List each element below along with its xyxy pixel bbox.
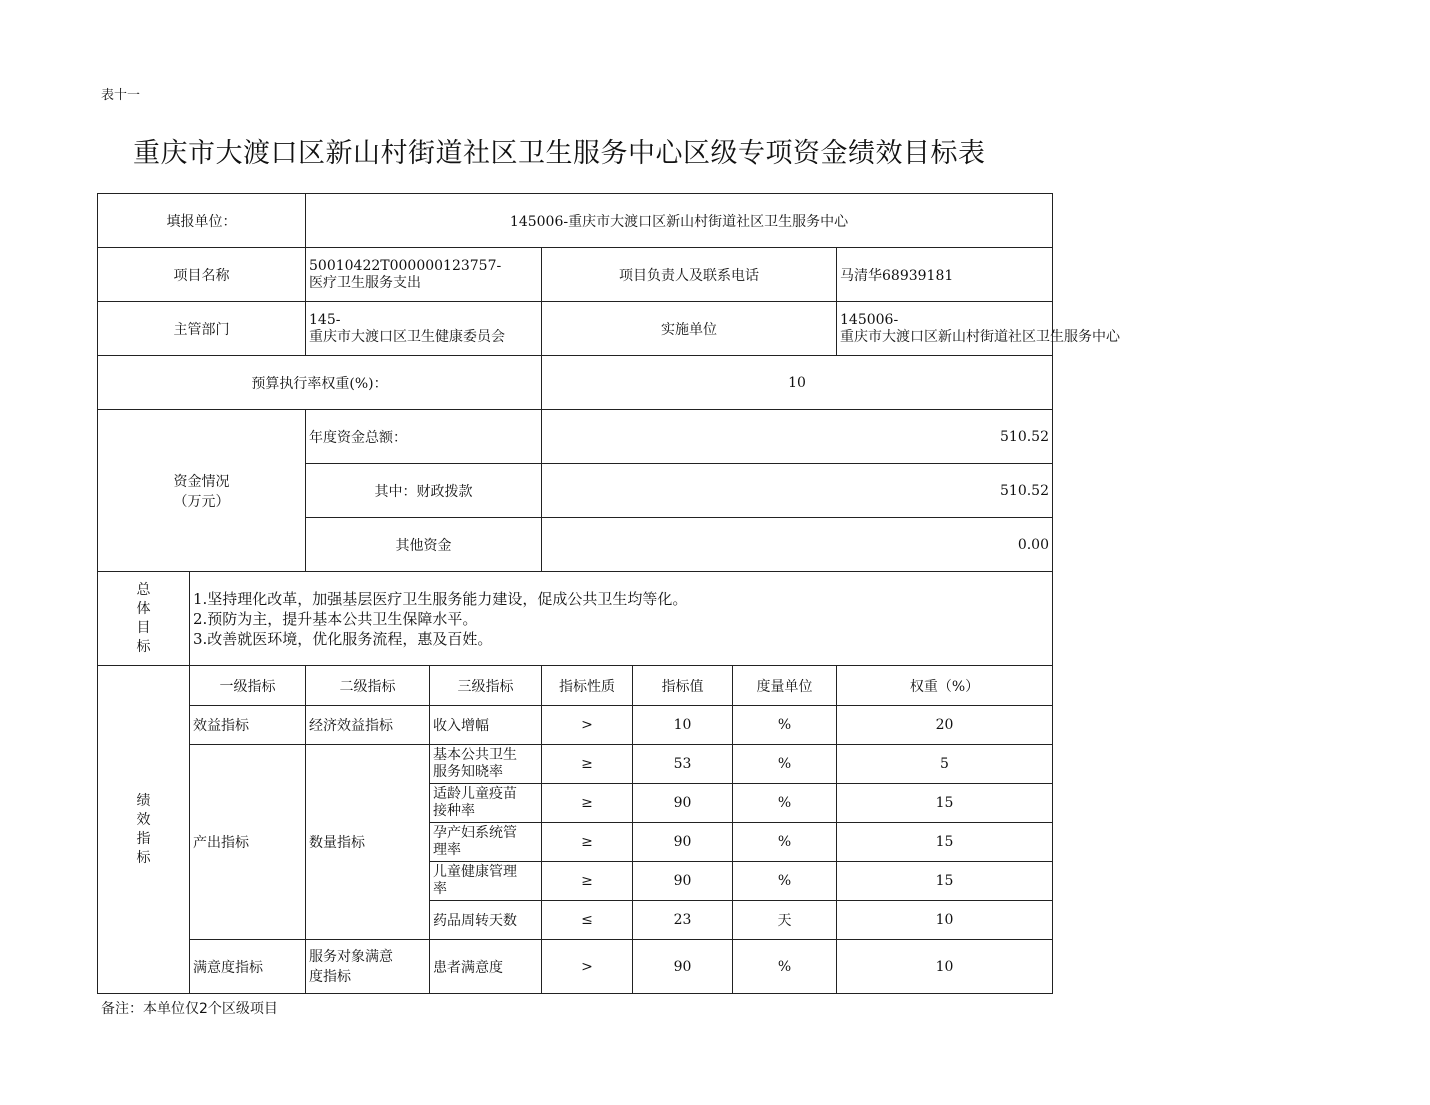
indicator-label-char: 指 [136, 830, 151, 847]
footnote: 备注：本单位仅2个区级项目 [101, 1001, 278, 1017]
impl-code: 145006- [840, 311, 899, 328]
satisfaction-level2-line: 度指标 [309, 968, 351, 985]
indicator-unit: 天 [733, 901, 837, 940]
goal-line: 2.预防为主，提升基本公共卫生保障水平。 [193, 609, 478, 628]
indicator-unit: % [733, 862, 837, 901]
indicator-unit: % [733, 784, 837, 823]
indicator-label-char: 标 [136, 849, 151, 866]
indicator-name: 患者满意度 [430, 940, 542, 994]
indicator-unit: % [733, 706, 837, 745]
project-label: 项目名称 [98, 248, 306, 302]
owner-label: 项目负责人及联系电话 [542, 248, 837, 302]
satisfaction-level2 [306, 940, 430, 994]
indicator-value: 90 [633, 940, 733, 994]
funds-label-unit: （万元） [173, 493, 230, 510]
indicator-name-line: 接种率 [433, 803, 475, 819]
indicator-name-line: 儿童健康管理 [433, 864, 517, 880]
dept-code: 145- [309, 311, 341, 328]
indicator-weight: 5 [837, 745, 1053, 784]
indicator-name: 收入增幅 [430, 706, 542, 745]
goal-label-char: 体 [136, 600, 151, 617]
output-level1: 产出指标 [190, 745, 306, 940]
project-code: 50010422T000000123757- [309, 257, 502, 274]
indicator-name [430, 784, 542, 823]
header-value: 指标值 [633, 666, 733, 706]
impl-value [837, 302, 1120, 356]
header-level1: 一级指标 [190, 666, 306, 706]
indicator-unit: % [733, 745, 837, 784]
goal-row [98, 572, 1053, 666]
indicator-nature: > [542, 940, 633, 994]
indicator-name-line: 服务知晓率 [433, 764, 503, 780]
budget-weight-value: 10 [542, 356, 1053, 410]
indicator-label-char: 绩 [136, 792, 151, 809]
indicator-unit: % [733, 823, 837, 862]
indicator-nature: ≤ [542, 901, 633, 940]
indicator-name-line: 适龄儿童疫苗 [433, 786, 517, 802]
satisfaction-level2-line: 服务对象满意 [309, 948, 393, 965]
dept-row [98, 302, 1053, 356]
header-level3: 三级指标 [430, 666, 542, 706]
budget-weight-label: 预算执行率权重(%)： [98, 356, 542, 410]
indicator-value: 90 [633, 784, 733, 823]
funds-total-value: 510.52 [542, 410, 1053, 464]
budget-weight-row [98, 356, 1053, 410]
indicator-name: 药品周转天数 [430, 901, 542, 940]
indicator-name-line: 孕产妇系统管 [433, 825, 517, 841]
indicator-weight: 20 [837, 706, 1053, 745]
benefit-level1: 效益指标 [190, 706, 306, 745]
funds-other-label: 其他资金 [306, 518, 542, 572]
performance-target-table [97, 193, 1120, 994]
indicator-nature: ≥ [542, 745, 633, 784]
table-row [98, 706, 1053, 745]
benefit-level2: 经济效益指标 [306, 706, 430, 745]
project-row [98, 248, 1053, 302]
goal-label-char: 标 [136, 638, 151, 655]
project-name: 医疗卫生服务支出 [309, 274, 421, 291]
unit-label: 填报单位： [98, 194, 306, 248]
funds-fiscal-label: 其中：财政拨款 [306, 464, 542, 518]
funds-other-value: 0.00 [542, 518, 1053, 572]
indicator-weight: 10 [837, 901, 1053, 940]
indicator-name [430, 862, 542, 901]
indicator-label [98, 666, 190, 994]
unit-row [98, 194, 1053, 248]
goal-line: 1.坚持理化改革，加强基层医疗卫生服务能力建设，促成公共卫生均等化。 [193, 589, 688, 608]
funds-total-label: 年度资金总额： [306, 410, 542, 464]
table-row [98, 745, 1053, 784]
funds-label-main: 资金情况 [173, 473, 230, 490]
indicator-value: 23 [633, 901, 733, 940]
goal-label-char: 目 [136, 619, 151, 636]
satisfaction-level1: 满意度指标 [190, 940, 306, 994]
funds-label [98, 410, 306, 572]
project-value [306, 248, 542, 302]
indicator-unit: % [733, 940, 837, 994]
dept-name: 重庆市大渡口区卫生健康委员会 [309, 328, 505, 345]
header-nature: 指标性质 [542, 666, 633, 706]
indicator-header-row [98, 666, 1053, 706]
dept-value [306, 302, 542, 356]
funds-total-row [98, 410, 1053, 464]
indicator-name [430, 823, 542, 862]
indicator-weight: 15 [837, 862, 1053, 901]
indicator-value: 10 [633, 706, 733, 745]
indicator-nature: > [542, 706, 633, 745]
indicator-name-line: 基本公共卫生 [433, 747, 517, 763]
indicator-weight: 10 [837, 940, 1053, 994]
indicator-nature: ≥ [542, 862, 633, 901]
goal-line: 3.改善就医环境，优化服务流程，惠及百姓。 [193, 629, 493, 648]
sheet-label: 表十一 [101, 88, 141, 103]
goal-text [190, 572, 1053, 666]
goal-label-char: 总 [136, 581, 151, 598]
indicator-nature: ≥ [542, 823, 633, 862]
indicator-nature: ≥ [542, 784, 633, 823]
owner-value: 马清华68939181 [837, 248, 1053, 302]
dept-label: 主管部门 [98, 302, 306, 356]
header-level2: 二级指标 [306, 666, 430, 706]
impl-label: 实施单位 [542, 302, 837, 356]
indicator-value: 90 [633, 823, 733, 862]
indicator-value: 90 [633, 862, 733, 901]
funds-fiscal-value: 510.52 [542, 464, 1053, 518]
indicator-value: 53 [633, 745, 733, 784]
indicator-weight: 15 [837, 823, 1053, 862]
output-level2: 数量指标 [306, 745, 430, 940]
indicator-weight: 15 [837, 784, 1053, 823]
impl-name: 重庆市大渡口区新山村街道社区卫生服务中心 [840, 328, 1120, 345]
indicator-name-line: 理率 [433, 842, 461, 858]
page-title: 重庆市大渡口区新山村街道社区卫生服务中心区级专项资金绩效目标表 [133, 138, 986, 169]
unit-value: 145006-重庆市大渡口区新山村街道社区卫生服务中心 [306, 194, 1053, 248]
indicator-label-char: 效 [136, 811, 151, 828]
indicator-name-line: 率 [433, 881, 447, 897]
header-unit: 度量单位 [733, 666, 837, 706]
goal-label [98, 572, 190, 666]
indicator-name [430, 745, 542, 784]
header-weight: 权重（%） [837, 666, 1053, 706]
table-row [98, 940, 1053, 994]
